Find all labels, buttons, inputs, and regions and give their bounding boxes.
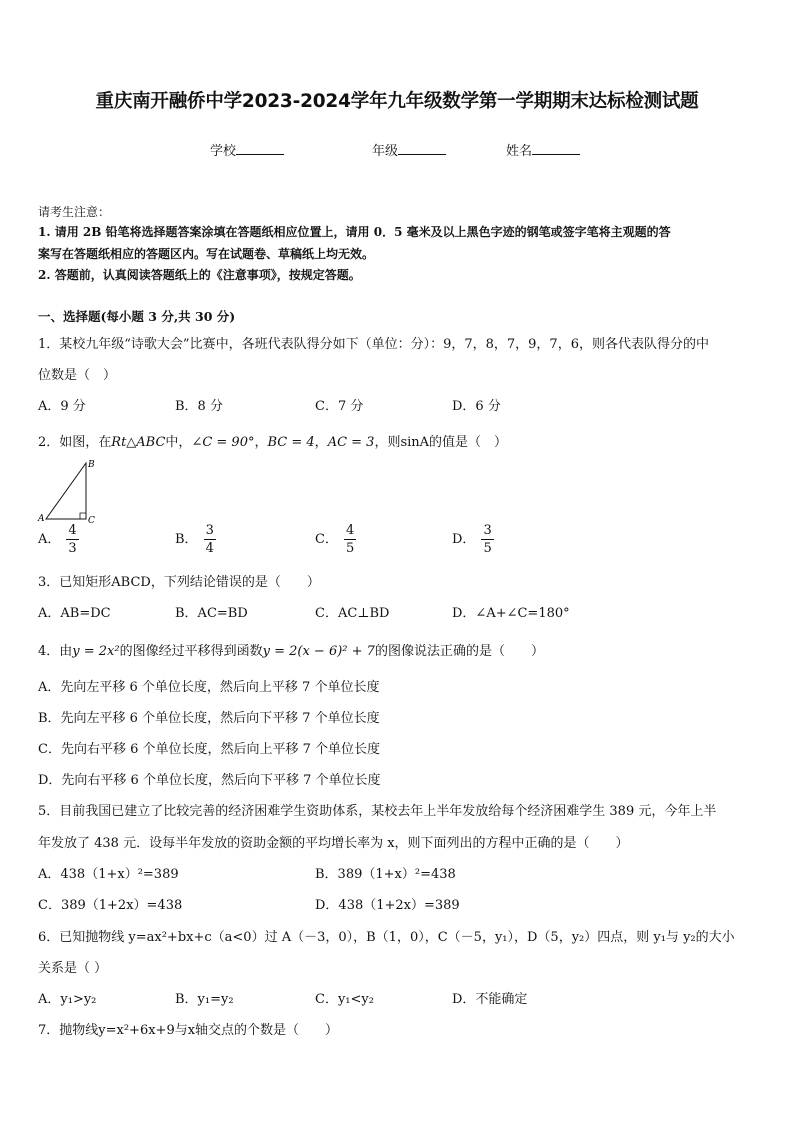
q2-option-b-fraction: [204, 522, 216, 557]
q1-option-c: C．7 分: [315, 399, 364, 414]
school-field: [210, 140, 284, 159]
q2-sep-1: ，: [254, 435, 268, 450]
q5-stem-a: 5．目前我国已建立了比较完善的经济困难学生资助体系，某校去年上半年发放给每个经济困难学生 389 元，今年上半: [38, 804, 717, 819]
q2-option-c-den: 5: [345, 541, 355, 556]
q1-stem-b: 位数是（ ）: [38, 368, 117, 383]
q2-triangle: Rt△ABC: [111, 435, 166, 450]
name-field: [506, 140, 580, 159]
q4-option-d: D．先向右平移 6 个单位长度，然后向下平移 7 个单位长度: [38, 773, 381, 788]
grade-label: 年级: [372, 144, 399, 159]
q2-option-d-num: 3: [483, 523, 492, 538]
q4-option-a: A．先向左平移 6 个单位长度，然后向上平移 7 个单位长度: [38, 680, 380, 695]
q2-mid: 中，: [165, 435, 192, 450]
vertex-a-label: A: [38, 514, 45, 524]
q4-option-c: C．先向右平移 6 个单位长度，然后向上平移 7 个单位长度: [38, 742, 381, 757]
q2-pre: 2．如图，在: [38, 435, 112, 450]
q2-option-a-fraction: [66, 522, 78, 557]
school-label: 学校: [210, 144, 237, 159]
q4-mid: 的图像经过平移得到函数: [119, 644, 263, 659]
q1-option-d: D．6 分: [452, 399, 501, 414]
q5-option-b: B．389（1+x）²=438: [315, 867, 456, 882]
q4-option-b: B．先向左平移 6 个单位长度，然后向下平移 7 个单位长度: [38, 711, 380, 726]
q2-option-d-den: 5: [483, 541, 492, 556]
q2-option-d-label: D．: [452, 532, 476, 547]
q5-option-c: C．389（1+2x）=438: [38, 898, 183, 913]
q4-formula-1: y = 2x²: [72, 644, 120, 659]
q3-option-a: A．AB=DC: [38, 606, 111, 621]
q2-option-b-den: 4: [205, 541, 214, 556]
q2-option-b-num: 3: [205, 523, 214, 538]
name-blank: [532, 142, 580, 155]
q2-option-c-fraction: [344, 522, 356, 557]
q2-option-b-label: B．: [175, 532, 198, 547]
q3-stem: 3．已知矩形ABCD，下列结论错误的是（ ）: [38, 575, 320, 590]
q2-cond-ac: AC = 3: [327, 435, 375, 450]
notice-item-2: 2. 答题前，认真阅读答题纸上的《注意事项》，按规定答题。: [38, 268, 361, 282]
q6-stem-b: 关系是（ ）: [38, 961, 108, 976]
q2-option-a: [38, 522, 79, 557]
grade-field: [372, 140, 446, 159]
q2-option-a-num: 4: [68, 523, 77, 538]
q4-stem: [38, 640, 544, 659]
q6-stem-a: 6．已知抛物线 y=ax²+bx+c（a<0）过 A（－3，0），B（1，0），C（－5，y₁），D（5，y₂）四点，则 y₁与 y₂的大小: [38, 930, 735, 945]
q4-formula-2: y = 2(x − 6)² + 7: [262, 644, 375, 659]
q2-option-d-fraction: [481, 522, 493, 557]
q2-stem: [38, 431, 507, 450]
q2-cond-bc: BC = 4: [267, 435, 315, 450]
q1-stem-a: 1．某校九年级“诗歌大会”比赛中，各班代表队得分如下（单位：分）：9，7，8，7，9，7，6，则各代表队得分的中: [38, 337, 709, 352]
q5-option-d: D．438（1+2x）=389: [315, 898, 460, 913]
q5-option-a: A．438（1+x）²=389: [38, 867, 179, 882]
q2-option-a-den: 3: [68, 541, 77, 556]
q6-option-d: D．不能确定: [452, 992, 528, 1007]
school-blank: [236, 142, 284, 155]
q3-option-c: C．AC⊥BD: [315, 606, 390, 621]
notice-heading: 请考生注意：: [38, 205, 111, 219]
q5-stem-b: 年发放了 438 元．设每半年发放的资助金额的平均增长率为 x，则下面列出的方程中正确的是（ ）: [38, 836, 629, 851]
exam-title: 重庆南开融侨中学2023-2024学年九年级数学第一学期期末达标检测试题: [95, 91, 699, 112]
q3-option-b: B．AC=BD: [175, 606, 248, 621]
name-label: 姓名: [506, 144, 533, 159]
q2-option-a-label: A．: [38, 532, 61, 547]
q2-post: ，则sinA的值是（ ）: [374, 435, 508, 450]
q2-cond-angle: ∠C = 90°: [191, 435, 255, 450]
q2-option-c-label: C．: [315, 532, 338, 547]
q2-sep-2: ，: [314, 435, 328, 450]
q1-option-b: B．8 分: [175, 399, 223, 414]
q6-option-c: C．y₁<y₂: [315, 992, 374, 1007]
vertex-b-label: B: [88, 460, 95, 470]
right-angle-mark: [80, 513, 86, 519]
grade-blank: [398, 142, 446, 155]
q2-option-b: [175, 522, 216, 557]
q6-option-b: B．y₁=y₂: [175, 992, 234, 1007]
q6-option-a: A．y₁>y₂: [38, 992, 97, 1007]
notice-item-1a: 1. 请用 2B 铅笔将选择题答案涂填在答题纸相应位置上，请用 0．5 毫米及以上黑色字迹的钢笔或签字笔将主观题的答: [38, 225, 671, 239]
notice-item-1b: 案写在答题纸相应的答题区内。写在试题卷、草稿纸上均无效。: [38, 247, 375, 261]
q2-option-c-num: 4: [345, 523, 355, 538]
q7-stem: 7．抛物线y=x²+6x+9与x轴交点的个数是（ ）: [38, 1023, 339, 1038]
q2-option-d: [452, 522, 494, 557]
q2-triangle-figure: [36, 456, 100, 526]
q3-option-d: D．∠A+∠C=180°: [452, 606, 570, 621]
section-heading: 一、选择题(每小题 3 分,共 30 分): [38, 309, 236, 324]
q2-option-c: [315, 522, 356, 557]
vertex-c-label: C: [88, 516, 95, 526]
q4-pre: 4．由: [38, 644, 73, 659]
q4-post: 的图像说法正确的是（ ）: [374, 644, 544, 659]
q1-option-a: A．9 分: [38, 399, 86, 414]
triangle-shape: [46, 463, 86, 519]
